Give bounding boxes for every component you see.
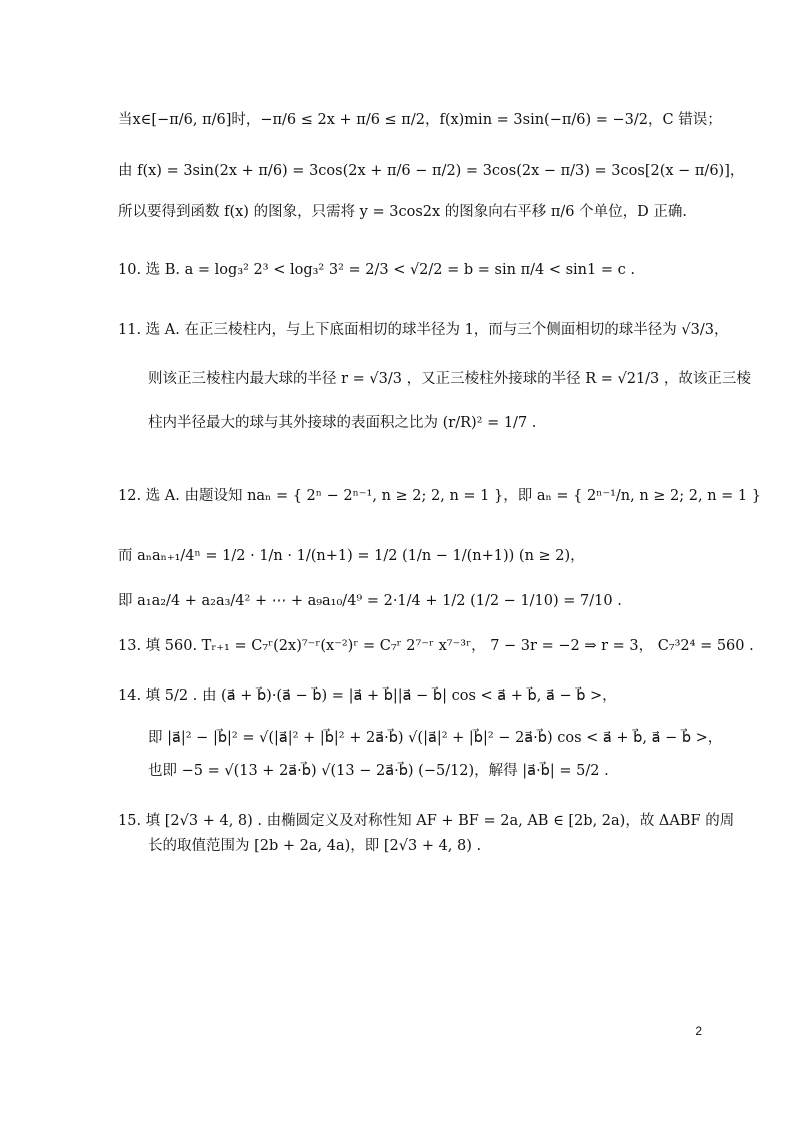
page-number: 2 [695, 1024, 702, 1038]
line-2: 由 f(x) = 3sin(2x + π/6) = 3cos(2x + π/6 − π/2) = 3cos(2x − π/3) = 3cos[2(x − π/6)]， [118, 163, 745, 179]
line-9: 而 aₙaₙ₊₁/4ⁿ = 1/2 · 1/n · 1/(n+1) = 1/2 (1/n − 1/(n+1)) (n ≥ 2)， [118, 548, 585, 564]
line-6: 则该正三棱柱内最大球的半径 r = √3/3 ，又正三棱柱外接球的半径 R = √21/3 ，故该正三棱 [148, 371, 751, 387]
line-7: 柱内半径最大的球与其外接球的表面积之比为 (r/R)² = 1/7 . [148, 415, 537, 431]
line-4: 10. 选 B. a = log₃² 2³ < log₃² 3² = 2/3 < √2/2 = b = sin π/4 < sin1 = c . [118, 262, 635, 278]
line-10: 即 a₁a₂/4 + a₂a₃/4² + ⋯ + a₉a₁₀/4⁹ = 2·1/4 + 1/2 (1/2 − 1/10) = 7/10 . [118, 593, 622, 609]
line-5: 11. 选 A. 在正三棱柱内，与上下底面相切的球半径为 1，而与三个侧面相切的球半径为 √3/3， [118, 322, 729, 338]
line-14: 也即 −5 = √(13 + 2a⃗·b⃗) √(13 − 2a⃗·b⃗) (−5/12)，解得 |a⃗·b⃗| = 5/2 . [148, 763, 609, 779]
line-13: 即 |a⃗|² − |b⃗|² = √(|a⃗|² + |b⃗|² + 2a⃗·b⃗) √(|a⃗|² + |b⃗|² − 2a⃗·b⃗) cos < a⃗ + b⃗, a⃗ − b⃗ >， [148, 730, 723, 746]
line-11: 13. 填 560. Tᵣ₊₁ = C₇ʳ(2x)⁷⁻ʳ(x⁻²)ʳ = C₇ʳ 2⁷⁻ʳ x⁷⁻³ʳ， 7 − 3r = −2 ⇒ r = 3， C₇³2⁴ = 560 . [118, 638, 754, 654]
line-8: 12. 选 A. 由题设知 naₙ = { 2ⁿ − 2ⁿ⁻¹, n ≥ 2; 2, n = 1 }，即 aₙ = { 2ⁿ⁻¹/n, n ≥ 2; 2, n = 1 } [118, 488, 761, 504]
line-3: 所以要得到函数 f(x) 的图象，只需将 y = 3cos2x 的图象向右平移 π/6 个单位，D 正确. [118, 204, 687, 220]
line-1: 当x∈[−π/6, π/6]时，−π/6 ≤ 2x + π/6 ≤ π/2，f(x)min = 3sin(−π/6) = −3/2，C 错误； [118, 112, 722, 128]
line-12: 14. 填 5/2 . 由 (a⃗ + b⃗)·(a⃗ − b⃗) = |a⃗ + b⃗||a⃗ − b⃗| cos < a⃗ + b⃗, a⃗ − b⃗ >， [118, 688, 617, 704]
line-16: 长的取值范围为 [2b + 2a, 4a)，即 [2√3 + 4, 8) . [148, 838, 482, 854]
line-15: 15. 填 [2√3 + 4, 8) . 由椭圆定义及对称性知 AF + BF = 2a, AB ∈ [2b, 2a)，故 ΔABF 的周 [118, 813, 735, 829]
